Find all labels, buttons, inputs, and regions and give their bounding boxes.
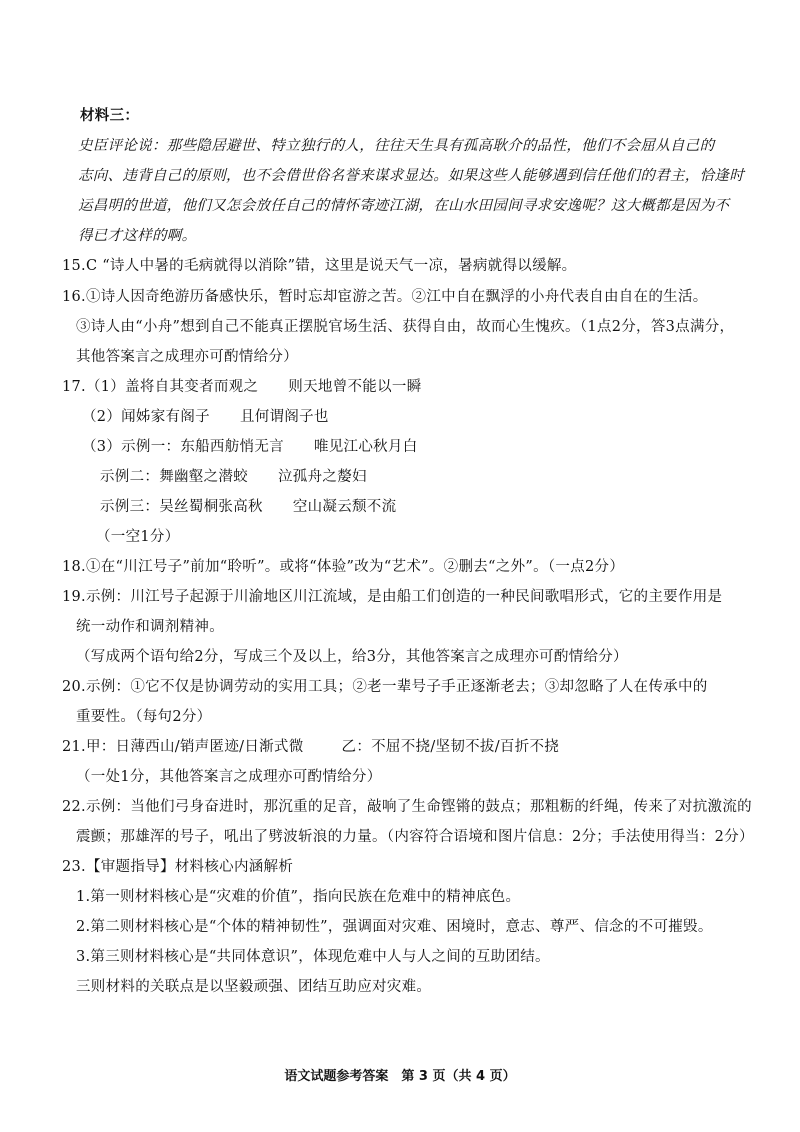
q17-line-4 [100,467,367,487]
q16-line-1: 16.①诗人因奇绝游历备感快乐，暂时忘却宦游之苦。②江中自在飘浮的小舟代表自由自在的生活。 [62,289,708,305]
q17-line-3 [82,437,418,457]
q19-line-3: （写成两个语句给2分，写成三个及以上，给3分，其他答案言之成理亦可酌情给分） [76,649,628,665]
q16-line-2: ③诗人由“小舟”想到自己不能真正摆脱官场生活、获得自由，故而心生愧疚。（1点2分，答3点满分， [76,319,735,335]
q17-3-first: （3）示例一：东船西舫悄无言 [82,439,284,455]
q18-answer: 18.①在“川江号子”前加“聆听”。或将“体验”改为“艺术”。②删去“之外”。（一点2分） [62,559,625,575]
material3-line-2: 志向、违背自己的原则，也不会借世俗名誉来谋求显达。如果这些人能够遇到信任他们的君主，恰逢时 [78,168,744,184]
page-footer: 语文试题参考答案 第 3 页（共 4 页） [284,1069,516,1084]
q23-line-1: 1.第一则材料核心是“灾难的价值”，指向民族在危难中的精神底色。 [76,889,521,905]
q21-line-1 [62,737,559,757]
q17-line-1 [62,377,422,397]
q16-line-3: 其他答案言之成理亦可酌情给分） [76,349,298,365]
q20-line-2: 重要性。（每句2分） [76,709,212,725]
q21-line-2: （一处1分，其他答案言之成理亦可酌情给分） [76,769,382,785]
q17-line-2 [82,407,329,427]
q23-line-3: 3.第三则材料核心是“共同体意识”，体现危难中人与人之间的互助团结。 [76,949,550,965]
q17-1-first: 17.（1）盖将自其变者而观之 [62,379,259,395]
q17-3-second: 唯见江心秋月白 [313,439,418,455]
q17-line-5 [100,497,396,517]
q17-5-second: 空山凝云颓不流 [292,499,397,515]
q17-5-first: 示例三：吴丝蜀桐张高秋 [100,499,263,515]
q19-line-2: 统一动作和调剂精神。 [76,619,224,635]
q17-4-first: 示例二：舞幽壑之潜蛟 [100,469,248,485]
q19-line-1: 19.示例：川江号子起源于川渝地区川江流域，是由船工们创造的一种民间歌唱形式，它的主要作用是 [62,589,723,605]
material3-line-4: 得已才这样的啊。 [78,228,197,244]
q17-2-first: （2）闻姊家有阁子 [82,409,210,425]
q22-line-1: 22.示例：当他们弓身奋进时，那沉重的足音，敲响了生命铿锵的鼓点；那粗粝的纤绳，传来了对抗激流的 [62,799,752,815]
q21-part-b: 乙：不屈不挠/坚韧不拔/百折不挠 [341,739,560,755]
q17-scoring-note: （一空1分） [96,529,180,545]
q23-line-4: 三则材料的关联点是以坚毅顽强、团结互助应对灾难。 [76,979,432,995]
q21-part-a: 21.甲：日薄西山/销声匿迹/日渐式微 [62,739,304,755]
material3-heading: 材料三： [80,107,140,124]
q17-1-second: 则天地曾不能以一瞬 [288,379,422,395]
q23-line-2: 2.第二则材料核心是“个体的精神韧性”，强调面对灾难、困境时，意志、尊严、信念的不可摧毁。 [76,919,713,935]
q22-line-2: 震颤；那雄浑的号子，吼出了劈波斩浪的力量。（内容符合语境和图片信息：2分；手法使用得当：2分） [76,829,754,845]
material3-line-3: 运昌明的世道，他们又怎会放任自己的情怀寄迹江湖，在山水田园间寻求安逸呢？这大概都是因为不 [78,198,730,214]
q23-title: 23.【审题指导】材料核心内涵解析 [62,859,294,875]
q17-4-second: 泣孤舟之嫠妇 [278,469,367,485]
q15-answer: 15.C “诗人中暑的毛病就得以消除”错，这里是说天气一凉，暑病就得以缓解。 [62,258,577,274]
material3-line-1: 史臣评论说：那些隐居避世、特立独行的人，往往天生具有孤高耿介的品性，他们不会屈从自己的 [78,138,715,154]
q20-line-1: 20.示例：①它不仅是协调劳动的实用工具；②老一辈号子手正逐渐老去；③却忽略了人在传承中的 [62,679,708,695]
q17-2-second: 且何谓阁子也 [239,409,329,425]
